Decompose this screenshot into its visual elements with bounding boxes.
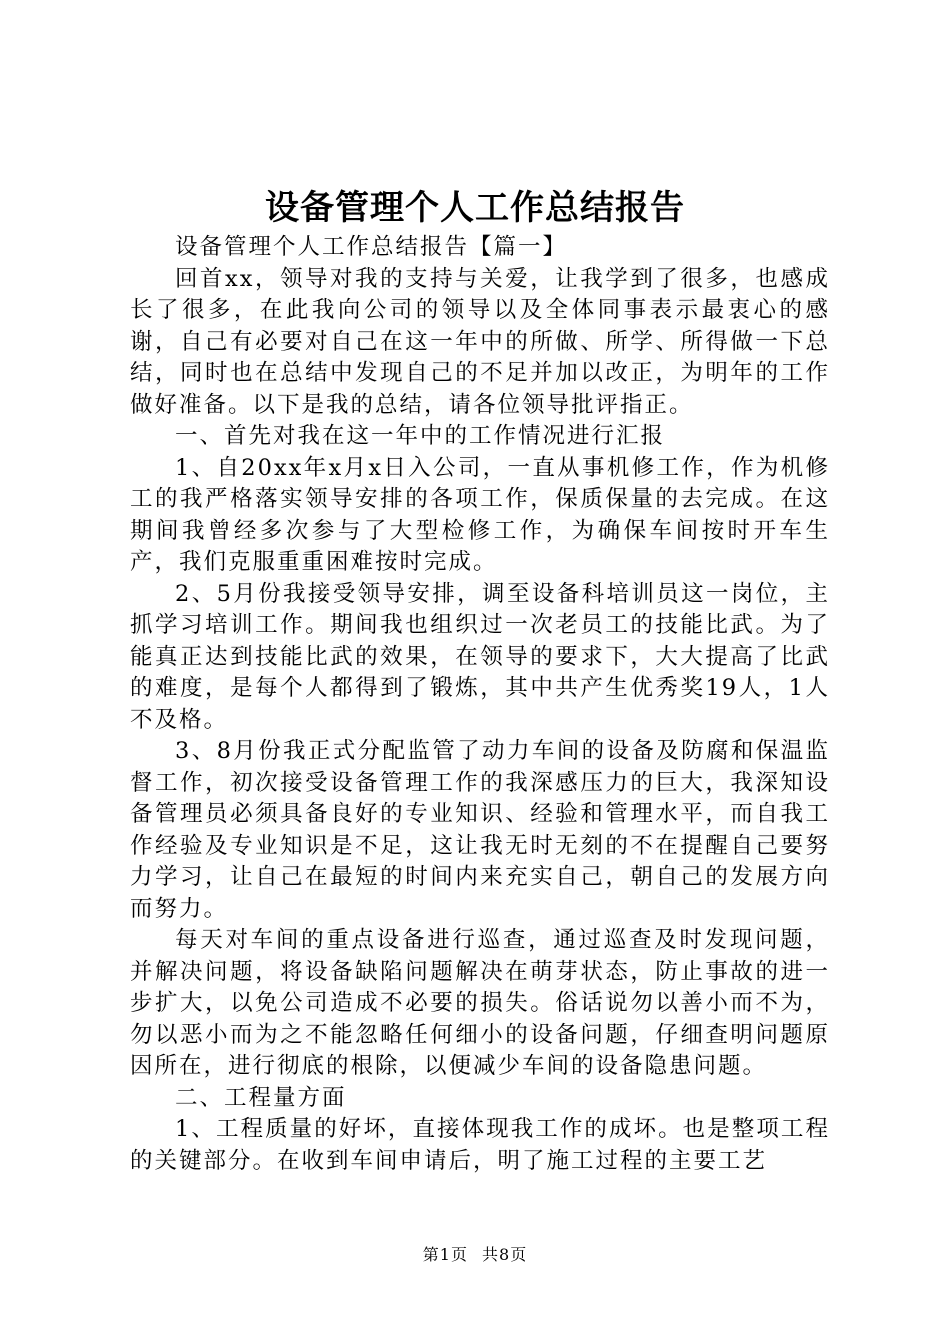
section-heading: 设备管理个人工作总结报告【篇一】 [175,234,568,260]
paragraph: 1、自20xx年x月x日入公司，一直从事机修工作，作为机修工的我严格落实领导安排的各项工作，保质保量的去完成。在这期间我曾经多次参与了大型检修工作，为确保车间按时开车生产，我们克服重重困难按时完成。 [130,454,830,575]
subheading: 二、工程量方面 [175,1084,347,1111]
page-footer [0,1243,950,1267]
paragraph: 每天对车间的重点设备进行巡查，通过巡查及时发现问题，并解决问题，将设备缺陷问题解决在萌芽状态，防止事故的进一步扩大，以免公司造成不必要的损失。俗话说勿以善小而不为，勿以恶小而为之不能忽略任何细小的设备问题，仔细查明问题原因所在，进行彻底的根除，以便减少车间的设备隐患问题。 [130,927,830,1079]
document-body [130,232,830,1177]
paragraph: 2、5月份我接受领导安排，调至设备科培训员这一岗位，主抓学习培训工作。期间我也组织过一次老员工的技能比武。为了能真正达到技能比武的效果，在领导的要求下，大大提高了比武的难度，是每个人都得到了锻炼，其中共产生优秀奖19人，1人不及格。 [130,580,830,733]
paragraph: 3、8月份我正式分配监管了动力车间的设备及防腐和保温监督工作，初次接受设备管理工作的我深感压力的巨大，我深知设备管理员必须具备良好的专业知识、经验和管理水平，而自我工作经验及专业知识是不足，这让我无时无刻的不在提醒自己要努力学习，让自己在最短的时间内来充实自己，朝自己的发展方向而努力。 [130,738,830,922]
paragraph: 回首xx，领导对我的支持与关爱，让我学到了很多，也感成长了很多，在此我向公司的领导以及全体同事表示最衷心的感谢，自己有必要对自己在这一年中的所做、所学、所得做一下总结，同时也在总结中发现自己的不足并加以改正，为明年的工作做好准备。以下是我的总结，请各位领导批评指正。 [130,265,830,418]
subheading: 一、首先对我在这一年中的工作情况进行汇报 [175,423,666,449]
page-number: 第1页 [422,1245,468,1264]
document-title: 设备管理个人工作总结报告 [265,188,685,228]
paragraph: 1、工程质量的好坏，直接体现我工作的成坏。也是整项工程的关键部分。在收到车间申请后，明了施工过程的主要工艺 [130,1116,830,1174]
page-total: 共8页 [482,1245,528,1264]
